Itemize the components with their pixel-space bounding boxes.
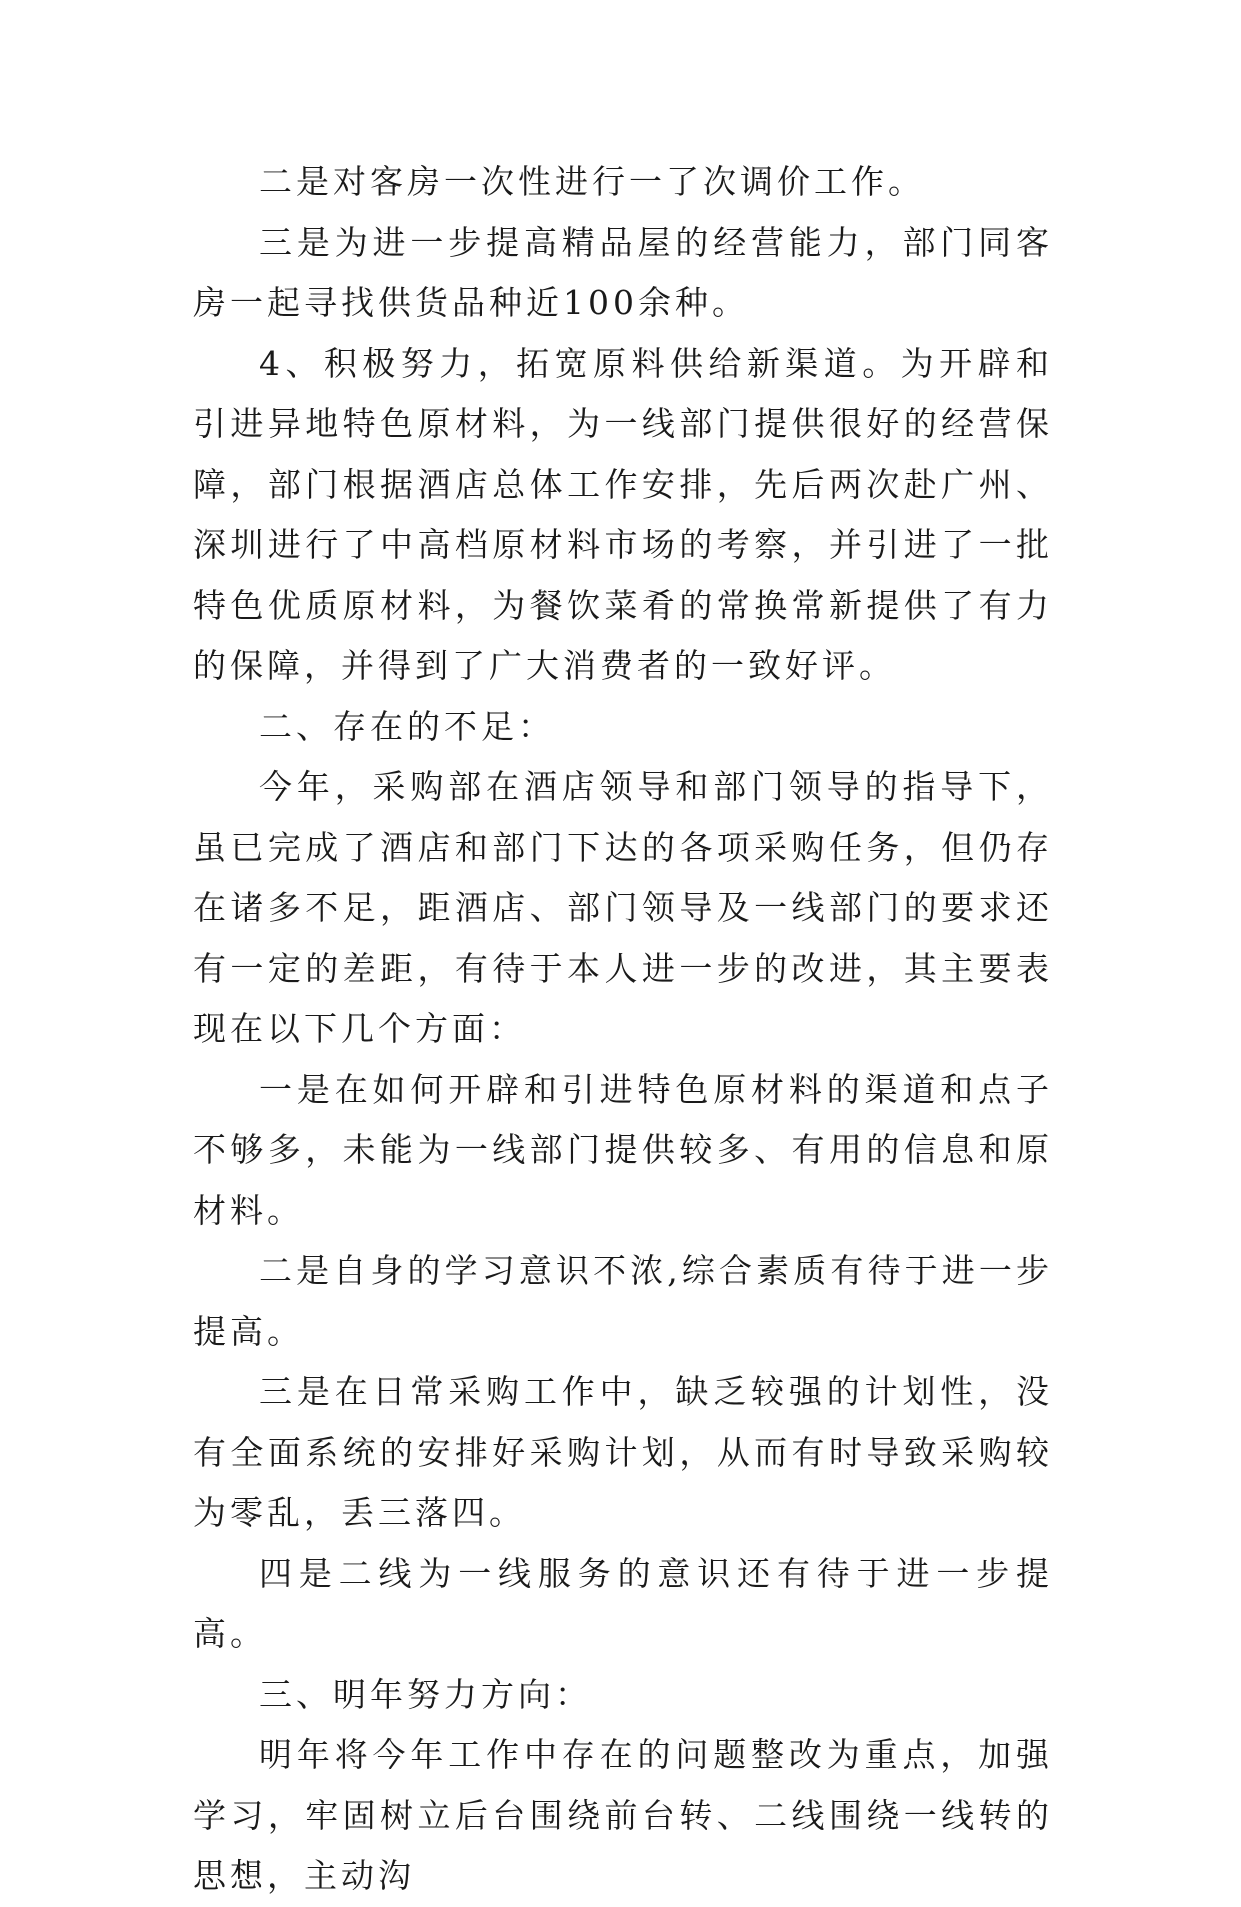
paragraph-next-year-plan: 明年将今年工作中存在的问题整改为重点，加强学习，牢固树立后台围绕前台转、二线围绕一线转的思想，主动沟 [193, 1735, 1053, 1895]
paragraph-boutique-shop: 三是为进一步提高精品屋的经营能力，部门同客房一起寻找供货品种近100余种。 [193, 222, 1053, 322]
section-heading-next-year: 三、明年努力方向： [259, 1674, 592, 1714]
paragraph-shortcomings-intro: 今年，采购部在酒店领导和部门领导的指导下，虽已完成了酒店和部门下达的各项采购任务，但仍存在诸多不足，距酒店、部门领导及一线部门的要求还有一定的差距，有待于本人进一步的改进，其主要表现在以下几个方面： [193, 767, 1053, 1048]
paragraph-room-price-adjustment: 二是对客房一次性进行一了次调价工作。 [259, 162, 925, 201]
paragraph-shortcoming-three: 三是在日常采购工作中，缺乏较强的计划性，没有全面系统的安排好采购计划，从而有时导致采购较为零乱，丢三落四。 [193, 1372, 1053, 1532]
paragraph-raw-material-channels: 4、积极努力，拓宽原料供给新渠道。为开辟和引进异地特色原材料，为一线部门提供很好的经营保障，部门根据酒店总体工作安排，先后两次赴广州、深圳进行了中高档原材料市场的考察，并引进了一批特色优质原材料，为餐饮菜肴的常换常新提供了有力的保障，并得到了广大消费者的一致好评。 [193, 343, 1053, 685]
paragraph-shortcoming-four: 四是二线为一线服务的意识还有待于进一步提高。 [193, 1553, 1053, 1653]
document-body [193, 152, 1053, 1907]
section-heading-shortcomings: 二、存在的不足： [259, 706, 555, 746]
paragraph-shortcoming-two: 二是自身的学习意识不浓,综合素质有待于进一步提高。 [193, 1251, 1053, 1351]
paragraph-shortcoming-one: 一是在如何开辟和引进特色原材料的渠道和点子不够多，未能为一线部门提供较多、有用的信息和原材料。 [193, 1069, 1053, 1230]
